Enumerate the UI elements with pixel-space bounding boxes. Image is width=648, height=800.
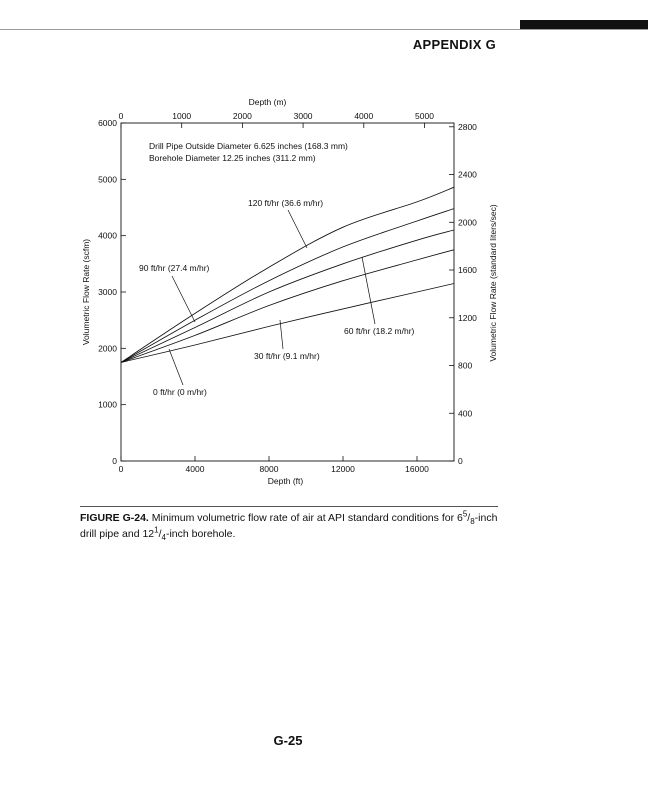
caption-frac2-den: 4 [161,533,166,543]
series-leader-line [172,276,195,322]
annotation-borehole: Borehole Diameter 12.25 inches (311.2 mm) [149,153,316,163]
right-y-axis-label: Volumetric Flow Rate (standard liters/sec) [488,204,498,362]
series-label: 60 ft/hr (18.2 m/hr) [344,326,415,336]
right-y-tick-label: 2800 [458,121,477,132]
x-tick-label: 8000 [259,464,279,474]
series-leader-line [280,320,283,349]
page-number: G-25 [273,733,303,748]
series-label: 30 ft/hr (9.1 m/hr) [254,351,320,361]
x-tick-label: 0 [118,464,124,474]
x-tick-label: 4000 [185,464,205,474]
caption-rule [80,506,498,507]
y-tick-label: 4000 [98,230,117,241]
caption-text-1: Minimum volumetric flow rate of air at API standard conditions for 6 [151,512,463,524]
plot-frame [121,123,454,461]
series-leader-line [362,257,375,324]
caption-text-2: -inch drill pipe and 12 [80,512,498,540]
top-x-tick-label: 0 [118,111,124,121]
y-tick-label: 0 [112,456,117,466]
top-x-axis-label: Depth (m) [248,97,287,107]
y-tick-label: 5000 [98,174,117,185]
top-x-tick-label: 2000 [232,111,252,121]
y-tick-label: 1000 [98,399,117,410]
caption-frac1-num: 5 [462,509,468,519]
series-line [121,230,454,362]
top-x-tick-label: 1000 [172,111,192,121]
series-leader-line [288,210,307,248]
right-y-tick-label: 1600 [458,265,477,276]
top-x-tick-label: 4000 [354,111,374,121]
appendix-heading: APPENDIX G [412,37,496,52]
right-y-tick-label: 2400 [458,169,477,180]
series-line [121,187,454,362]
series-label: 0 ft/hr (0 m/hr) [153,387,207,397]
series-label: 120 ft/hr (36.6 m/hr) [248,198,324,208]
top-x-tick-label: 5000 [415,111,434,121]
caption-frac2-num: 1 [154,525,159,535]
right-y-tick-label: 400 [458,408,473,419]
figure-caption: FIGURE G-24. Minimum volumetric flow rate of air at API standard conditions for $6^5/_8$-inch drill pipe and $12^1/_4$-inch borehole. [80,509,498,543]
top-x-tick-label: 3000 [293,111,313,121]
annotation-drill-pipe: Drill Pipe Outside Diameter 6.625 inches (168.3 mm) [149,141,348,151]
right-y-tick-label: 2000 [458,217,477,228]
series-leader-line [169,349,183,385]
series-label: 90 ft/hr (27.4 m/hr) [139,263,210,273]
right-y-tick-label: 1200 [458,312,477,323]
caption-text-3: -inch borehole. [165,528,236,540]
caption-label: FIGURE G-24. [80,512,149,524]
x-tick-label: 16000 [405,464,429,474]
x-tick-label: 12000 [331,464,355,474]
y-tick-label: 6000 [98,118,117,128]
y-tick-label: 3000 [98,287,117,297]
y-tick-label: 2000 [98,343,117,354]
right-y-tick-label: 0 [458,456,463,466]
x-axis-label: Depth (ft) [267,476,304,486]
y-axis-label: Volumetric Flow Rate (scfm) [81,238,91,346]
caption-frac1-den: 8 [470,517,475,527]
right-y-tick-label: 800 [458,360,473,371]
